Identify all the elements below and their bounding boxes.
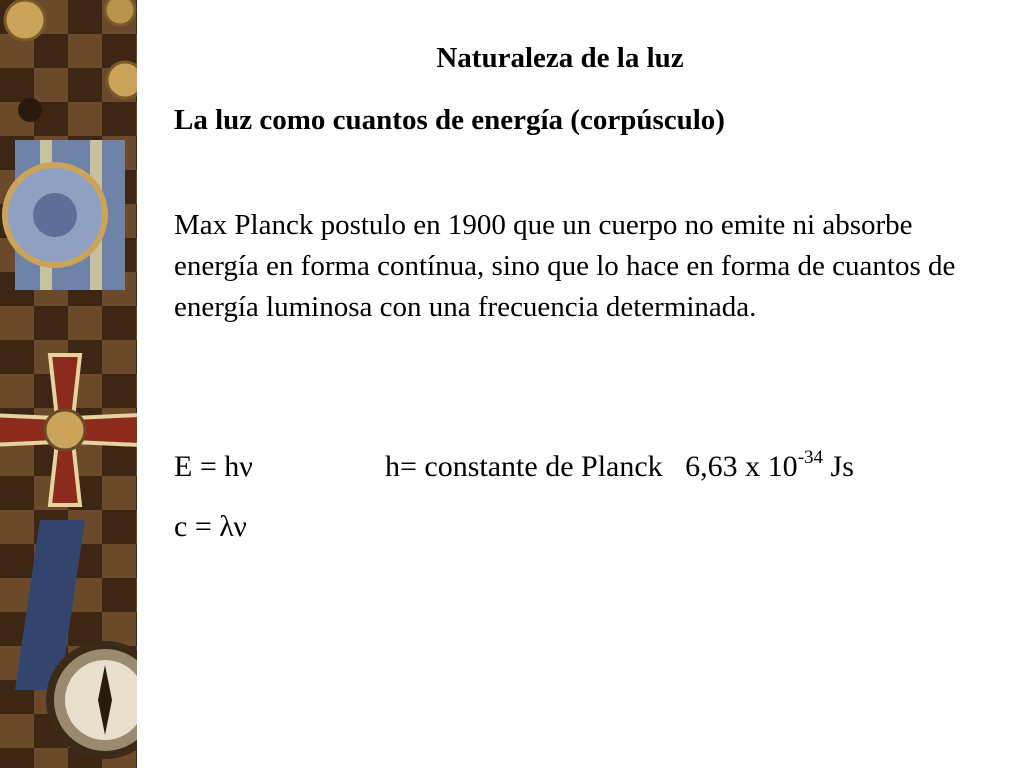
planck-constant-label: h= constante de Planck 6,63 x 10 — [385, 450, 798, 483]
planck-constant-unit: Js — [823, 450, 854, 483]
slide-title: Naturaleza de la luz — [436, 42, 684, 74]
energy-formula: E = hν — [174, 450, 253, 483]
planck-paragraph: Max Planck postulo en 1900 que un cuerpo no emite ni absorbe energía en forma contínua, sino que lo hace en forma de cuantos de energía luminosa con una frecuencia determinada. — [174, 209, 956, 323]
planck-constant — [385, 447, 854, 484]
planck-constant-exponent: -34 — [797, 447, 824, 468]
button-icon — [5, 0, 45, 40]
slide-subtitle: La luz como cuantos de energía (corpúsculo) — [174, 104, 725, 136]
decorative-side-image — [0, 0, 137, 768]
wave-formula: c = λν — [174, 510, 247, 543]
medal-photo-illustration — [0, 0, 137, 768]
